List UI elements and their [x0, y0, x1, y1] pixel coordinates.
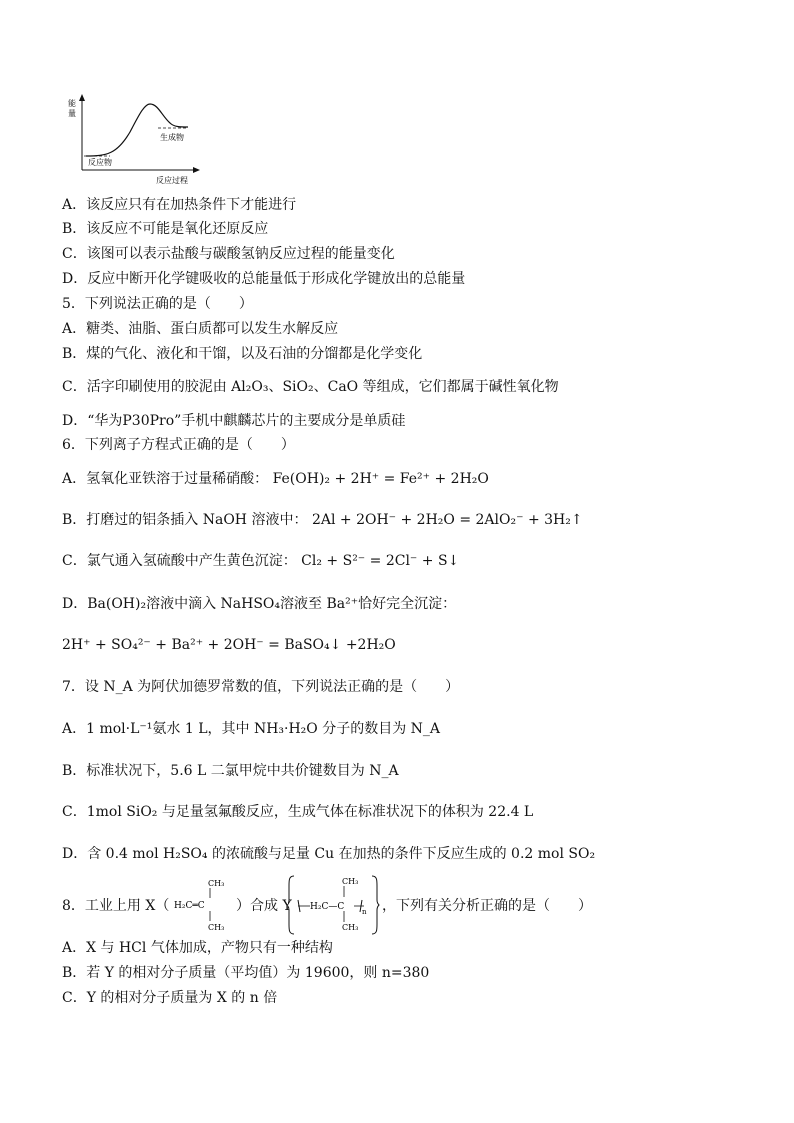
q6-option-b-text: B．打磨过的铝条插入 NaOH 溶液中：: [62, 512, 308, 528]
x-axis-arrow: [193, 167, 200, 173]
q7-option-c: C．1mol SiO₂ 与足量氢氟酸反应，生成气体在标准状况下的体积为 22.4 L: [62, 804, 534, 820]
q5-option-c: [62, 378, 559, 396]
q8-option-b: B．若 Y 的相对分子质量（平均值）为 19600，则 n=380: [62, 965, 430, 981]
q6-option-a: [62, 470, 489, 488]
y-ch3-bottom: CH₃: [342, 923, 359, 932]
q6-option-b: [62, 511, 583, 529]
y-right-brace: [372, 876, 379, 934]
q5-stem: 5．下列说法正确的是（ ）: [62, 296, 253, 312]
q4-option-a: A．该反应只有在加热条件下才能进行: [62, 197, 297, 213]
q6-option-d-text: D．Ba(OH)₂溶液中滴入 NaHSO₄溶液至 Ba²⁺恰好完全沉淀：: [62, 596, 457, 612]
y-n: n: [362, 908, 367, 916]
q6-option-c-text: C．氯气通入氢硫酸中产生黄色沉淀：: [62, 553, 297, 569]
q4-option-d: D．反应中断开化学键吸收的总能量低于形成化学键放出的总能量: [62, 271, 466, 287]
product-label: 生成物: [160, 133, 184, 142]
q6-stem: 6．下列离子方程式正确的是（ ）: [62, 437, 295, 453]
q7-option-a: A．1 mol·L⁻¹氨水 1 L，其中 NH₃·H₂O 分子的数目为 N_A: [62, 721, 441, 737]
q6-option-a-text: A．氢氧化亚铁溶于过量稀硝酸：: [62, 471, 269, 487]
x-main: H₂C═C: [174, 901, 205, 911]
x-axis-label: 反应过程: [156, 176, 188, 185]
x-ch3-bottom: CH₃: [208, 923, 225, 932]
q5-option-c-suffix: 等组成，它们都属于碱性氧化物: [362, 379, 559, 395]
q6-option-c-equation: Cl₂ + S²⁻ = 2Cl⁻ + S↓: [301, 553, 460, 569]
q6-option-c: [62, 552, 459, 570]
q7-stem: 7．设 N_A 为阿伏加德罗常数的值，下列说法正确的是（ ）: [62, 679, 460, 695]
y-axis-label-1: 能: [68, 99, 76, 108]
q5-option-b: B．煤的气化、液化和干馏，以及石油的分馏都是化学变化: [62, 346, 423, 362]
reactant-label: 反应物: [88, 158, 112, 167]
q6-option-a-equation: Fe(OH)₂ + 2H⁺ = Fe²⁺ + 2H₂O: [272, 471, 489, 487]
energy-curve: [86, 104, 188, 156]
y-structure: [288, 872, 380, 938]
q6-option-b-equation: 2Al + 2OH⁻ + 2H₂O = 2AlO₂⁻ + 3H₂↑: [311, 512, 583, 528]
q8-stem-suffix: ，下列有关分析正确的是（ ）: [382, 898, 592, 914]
q8-option-c: C．Y 的相对分子质量为 X 的 n 倍: [62, 990, 278, 1006]
q5-option-c-prefix: C．活字印刷使用的胶泥由: [62, 379, 227, 395]
q4-option-b: B．该反应不可能是氧化还原反应: [62, 221, 269, 237]
q8-stem-prefix: 8．工业上用 X（: [62, 898, 170, 914]
q8-stem-mid: ）合成 Y: [236, 898, 292, 914]
y-ch3-top: CH₃: [342, 877, 359, 886]
energy-diagram: [62, 92, 202, 187]
y-axis-arrow: [79, 94, 85, 101]
q6-option-d-equation: 2H⁺ + SO₄²⁻ + Ba²⁺ + 2OH⁻ = BaSO₄↓ +2H₂O: [62, 637, 396, 653]
q7-option-d: D．含 0.4 mol H₂SO₄ 的浓硫酸与足量 Cu 在加热的条件下反应生成的 0.2 mol SO₂: [62, 846, 596, 862]
y-axis-label-2: 量: [68, 109, 76, 118]
q5-option-d: D．“华为P30Pro”手机中麒麟芯片的主要成分是单质硅: [62, 413, 406, 429]
q7-option-b: B．标准状况下，5.6 L 二氯甲烷中共价键数目为 N_A: [62, 763, 399, 779]
q5-option-a: A．糖类、油脂、蛋白质都可以发生水解反应: [62, 321, 339, 337]
q4-option-c: C．该图可以表示盐酸与碳酸氢钠反应过程的能量变化: [62, 246, 395, 262]
q8-option-a: A．X 与 HCl 气体加成，产物只有一种结构: [62, 940, 333, 956]
x-structure: [168, 876, 238, 934]
q5-option-c-formula: Al₂O₃、SiO₂、CaO: [231, 379, 359, 395]
y-main: H₂C—C: [310, 902, 345, 912]
x-ch3-top: CH₃: [208, 879, 225, 888]
y-left-brace: [288, 876, 294, 934]
